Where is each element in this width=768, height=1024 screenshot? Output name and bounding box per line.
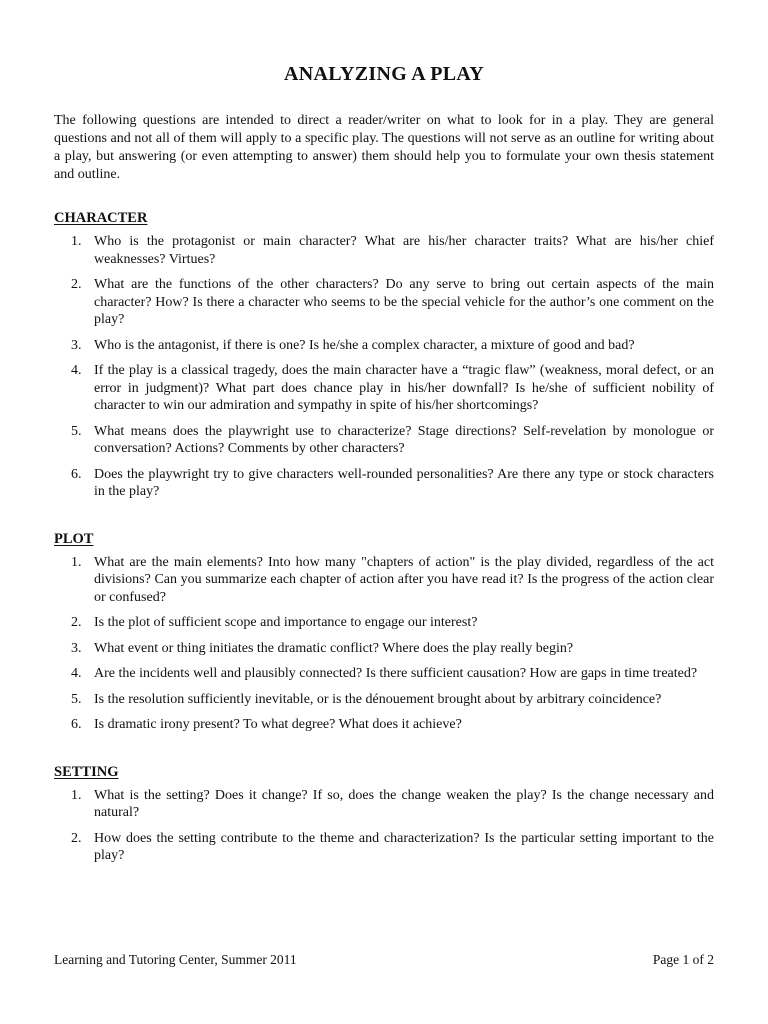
item-number: 2. [71,615,82,630]
list-item [54,830,714,865]
section-heading: SETTING [54,763,119,780]
question-list [54,233,714,501]
list-item [54,337,714,355]
item-number: 3. [71,337,82,353]
list-item [54,640,714,658]
item-number: 2. [71,277,82,292]
item-number: 6. [71,717,82,732]
item-text: What is the setting? Does it change? If so, does the change weaken the play? Is the change necessary and natural? [94,787,714,820]
item-text: Is dramatic irony present? To what degree? What does it achieve? [94,717,462,732]
list-item [54,233,714,268]
list-item [54,466,714,501]
item-number: 1. [71,234,82,249]
page-footer [54,952,714,968]
page-title: ANALYZING A PLAY [283,63,485,85]
item-number: 6. [71,466,82,482]
list-item [54,787,714,822]
item-text: Does the playwright try to give characters well-rounded personalities? Are there any type or stock characters in the play? [94,466,714,499]
item-number: 1. [71,554,82,570]
item-number: 3. [71,640,82,656]
list-item [54,276,714,329]
item-text: Are the incidents well and plausibly connected? Is there sufficient causation? How are gaps in time treated? [94,666,698,681]
item-number: 1. [71,787,82,803]
intro-paragraph: The following questions are intended to direct a reader/writer on what to look for in a play. They are general questions and not all of them will apply to a specific play. The questions will not serve as an outline for writing about a play, but answering (or even attempting to answer) them should help you to formulate your own thesis statement and outline. [54,113,714,182]
item-number: 4. [71,363,82,378]
item-text: Is the resolution sufficiently inevitable, or is the dénouement brought about by arbitrary coincidence? [94,691,662,707]
list-item [54,362,714,415]
footer-left-text: Learning and Tutoring Center, Summer 2011 [54,952,297,967]
list-item [54,716,714,734]
section-setting [54,764,714,865]
question-list [54,787,714,865]
item-text: What are the functions of the other characters? Do any serve to bring out certain aspects of the main character? How? Is there a character who seems to be the special vehicle for the author’s one comment on the play? [94,277,714,327]
question-list [54,554,714,734]
item-text: What event or thing initiates the dramatic conflict? Where does the play really begin? [94,640,574,656]
item-text: Is the plot of sufficient scope and importance to engage our interest? [94,615,478,630]
item-number: 5. [71,691,82,707]
list-item [54,554,714,607]
item-text: Who is the protagonist or main character? What are his/her character traits? What are his/her chief weaknesses? Virtues? [94,234,714,267]
list-item [54,614,714,632]
list-item [54,423,714,458]
item-text: How does the setting contribute to the theme and characterization? Is the particular setting important to the play? [94,830,714,863]
section-character [54,210,714,501]
item-number: 5. [71,423,82,439]
list-item [54,665,714,683]
section-plot [54,531,714,734]
section-heading: PLOT [54,530,94,547]
item-text: If the play is a classical tragedy, does the main character have a “tragic flaw” (weakness, moral defect, or an error in judgment)? What part does chance play in his/her downfall? Is he/she of sufficient nobility of character to win our admiration and sympathy in spite of his/her shortcomings? [94,363,714,413]
item-text: What are the main elements? Into how many "chapters of action" is the play divided, regardless of the act divisions? Can you summarize each chapter of action after you have read it? Is the progress of the action clear or confused? [94,554,714,605]
page-number: Page 1 of 2 [652,952,714,967]
section-heading: CHARACTER [54,210,148,226]
item-text: Who is the antagonist, if there is one? Is he/she a complex character, a mixture of good and bad? [94,337,635,353]
item-number: 4. [71,666,82,681]
list-item [54,691,714,709]
item-text: What means does the playwright use to characterize? Stage directions? Self-revelation by monologue or conversation? Actions? Comments by other characters? [94,423,714,456]
item-number: 2. [71,830,82,846]
